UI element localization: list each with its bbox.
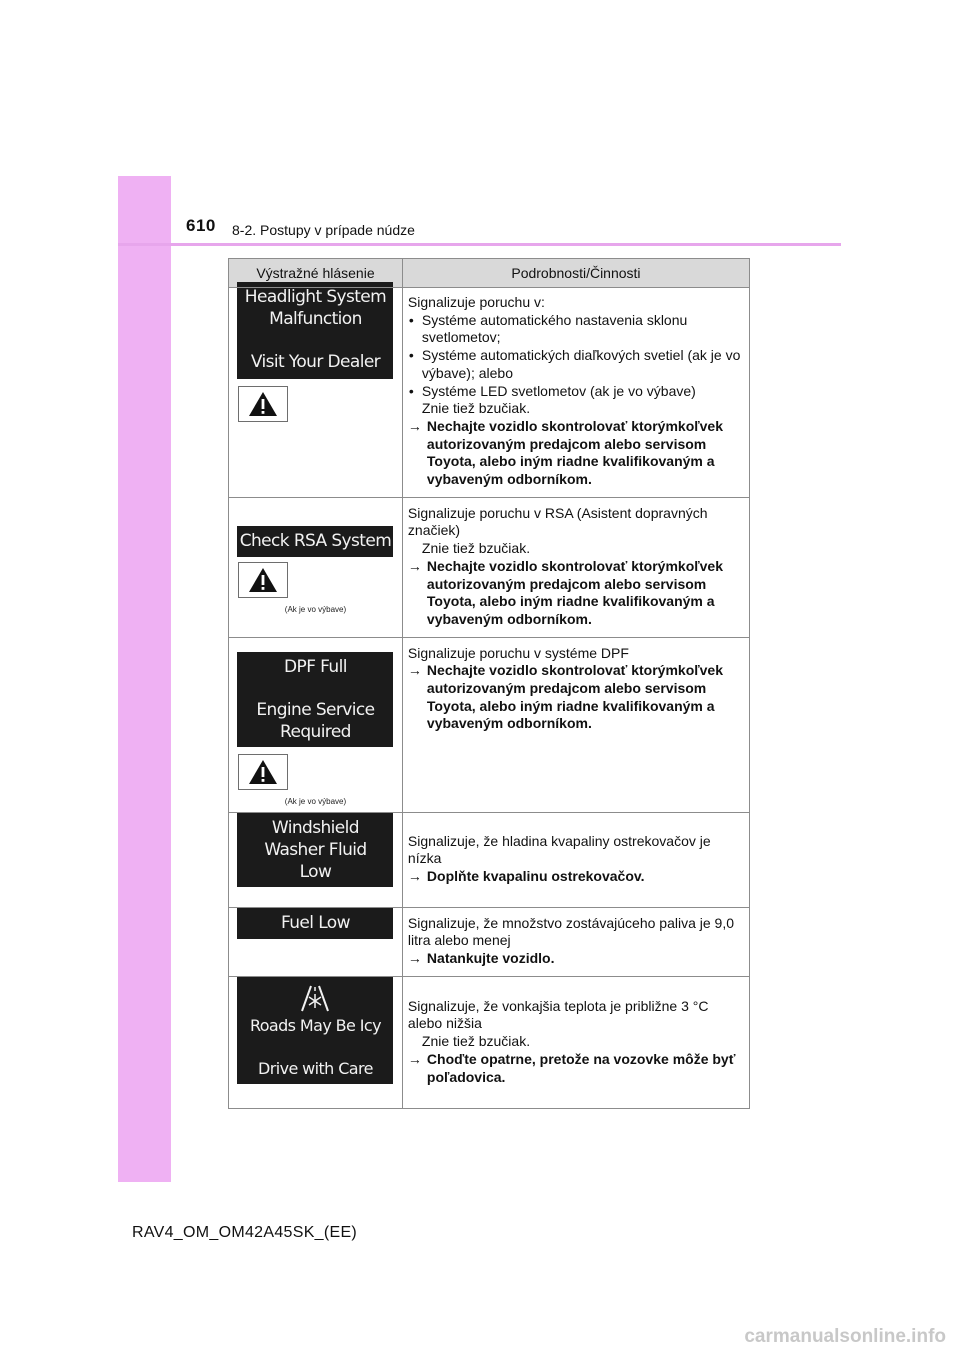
document-code: RAV4_OM_OM42A45SK_(EE): [132, 1224, 358, 1241]
details-cell: [402, 497, 749, 637]
arrow-icon: →: [407, 557, 422, 574]
action-text: Nechajte vozidlo skontrolovať ktorýmkoľvek autorizovaným predajcom alebo servisom Toyota, alebo iným riadne kvalifikovaným a vybaveným odborníkom.: [426, 662, 723, 732]
arrow-icon: →: [407, 950, 422, 967]
display-line: Washer Fluid: [264, 839, 367, 860]
detail-line: Signalizuje poruchu v RSA (Asistent dopravných značiek): [407, 504, 708, 539]
display-line: Required: [280, 721, 351, 742]
optional-note: (Ak je vo výbave): [284, 796, 347, 806]
column-header-details: Podrobnosti/Činnosti: [402, 259, 749, 288]
warning-triangle-icon: [238, 386, 288, 422]
warning-triangle-icon: [238, 562, 288, 598]
table-row: [229, 637, 750, 812]
display-message: [237, 977, 393, 1084]
details-cell: [402, 976, 749, 1108]
icy-road-icon: [237, 981, 393, 1015]
display-message: [237, 908, 393, 939]
details-cell: [402, 812, 749, 907]
action-text: Nechajte vozidlo skontrolovať ktorýmkoľvek autorizovaným predajcom alebo servisom Toyota, alebo iným riadne kvalifikovaným a vybaveným odborníkom.: [426, 557, 723, 627]
details-cell: [402, 637, 749, 812]
display-line: Windshield: [271, 817, 359, 838]
detail-line: Signalizuje poruchu v:: [407, 294, 545, 310]
arrow-icon: →: [407, 1050, 422, 1067]
display-line: Fuel Low: [281, 912, 350, 933]
action-text: Choďte opatrne, pretože na vozovke môže byť poľadovica.: [426, 1050, 736, 1085]
display-line: Headlight System: [244, 287, 387, 307]
table-row: [229, 976, 750, 1108]
message-cell: [229, 812, 403, 907]
detail-action: [408, 950, 743, 968]
arrow-icon: →: [407, 868, 422, 885]
action-text: Doplňte kvapalinu ostrekovačov.: [426, 868, 645, 885]
display-line: Malfunction: [269, 309, 362, 329]
details-cell: [402, 907, 749, 976]
display-line: Engine Service: [256, 699, 375, 720]
details-cell: [402, 288, 749, 498]
display-line: DPF Full: [284, 656, 347, 677]
display-line: Visit Your Dealer: [250, 352, 381, 372]
detail-line: Signalizuje, že množstvo zostávajúceho paliva je 9,0 litra alebo menej: [407, 914, 734, 949]
table-row: [229, 288, 750, 498]
table-row: [229, 907, 750, 976]
detail-note: Znie tiež bzučiak.: [421, 1033, 531, 1050]
detail-action: [408, 418, 743, 489]
detail-action: [408, 662, 743, 733]
detail-bullet: • Systéme automatických diaľkových svetiel (ak je vo výbave); alebo: [408, 347, 743, 382]
display-line: Low: [299, 861, 332, 882]
detail-line: Signalizuje, že vonkajšia teplota je približne 3 °C alebo nižšia: [407, 997, 709, 1032]
detail-action: [408, 868, 743, 886]
header-rule: [118, 243, 841, 246]
message-cell: [229, 288, 403, 498]
display-message: [237, 282, 393, 379]
arrow-icon: →: [407, 417, 422, 434]
optional-note: (Ak je vo výbave): [284, 604, 347, 614]
side-tab-band: [118, 176, 171, 1182]
detail-note: Znie tiež bzučiak.: [421, 540, 531, 557]
table-row: [229, 497, 750, 637]
action-text: Nechajte vozidlo skontrolovať ktorýmkoľvek autorizovaným predajcom alebo servisom Toyota, alebo iným riadne kvalifikovaným a vybaveným odborníkom.: [426, 417, 723, 488]
detail-bullet: • Systéme LED svetlometov (ak je vo výbave): [408, 383, 743, 401]
message-cell: [229, 637, 403, 812]
display-line: Roads May Be Icy: [249, 1015, 381, 1035]
section-title: 8-2. Postupy v prípade núdze: [232, 222, 415, 238]
message-cell: [229, 497, 403, 637]
detail-bullet: • Systéme automatického nastavenia sklonu svetlometov;: [408, 312, 743, 347]
display-line: Drive with Care: [258, 1058, 373, 1078]
display-message: [237, 526, 393, 557]
display-message: [237, 652, 393, 747]
page-number: 610: [186, 216, 216, 235]
warning-message-table: [228, 258, 750, 1109]
action-text: Natankujte vozidlo.: [426, 950, 555, 967]
detail-action: [408, 1051, 743, 1086]
warning-triangle-icon: [238, 754, 288, 790]
arrow-icon: →: [407, 662, 422, 679]
display-message: [237, 813, 393, 887]
column-header-message: Výstražné hlásenie: [229, 259, 403, 288]
message-cell: [229, 976, 403, 1108]
message-cell: [229, 907, 403, 976]
detail-action: [408, 558, 743, 629]
detail-line: Signalizuje poruchu v systéme DPF: [407, 644, 629, 661]
watermark: carmanualsonline.info: [744, 1326, 946, 1347]
display-line: Check RSA System: [239, 530, 392, 551]
table-row: [229, 812, 750, 907]
detail-line: Signalizuje, že hladina kvapaliny ostrekovačov je nízka: [407, 832, 711, 867]
detail-note: Znie tiež bzučiak.: [421, 400, 531, 417]
